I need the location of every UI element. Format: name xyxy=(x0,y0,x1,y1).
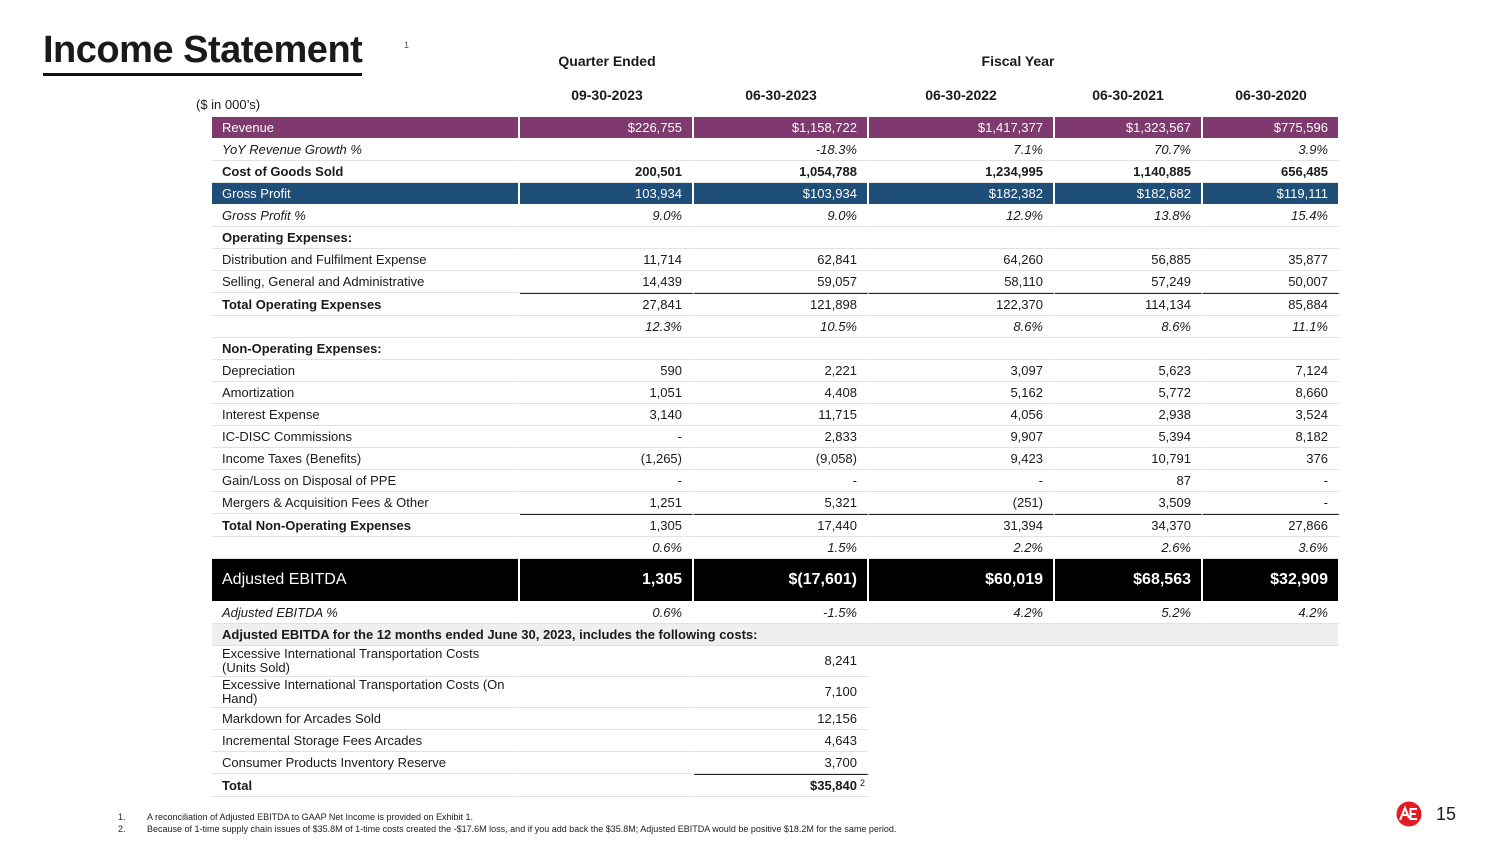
table-row xyxy=(212,183,1340,205)
row-value xyxy=(520,227,694,249)
table-row xyxy=(212,426,1340,448)
row-value: 121,898 xyxy=(694,293,869,316)
row-label: YoY Revenue Growth % xyxy=(212,139,520,161)
row-value: - xyxy=(869,470,1055,492)
row-value: 64,260 xyxy=(869,249,1055,271)
ae-logo-icon xyxy=(1396,801,1422,827)
row-value: 12.3% xyxy=(520,316,694,338)
row-value: 5,623 xyxy=(1055,360,1203,382)
row-value: 656,485 xyxy=(1203,161,1340,183)
row-value: 9.0% xyxy=(694,205,869,227)
cost-label: Excessive International Transportation Costs (On Hand) xyxy=(212,677,520,708)
row-value: - xyxy=(1203,470,1340,492)
row-value: 1,305 xyxy=(520,559,694,602)
row-label: Depreciation xyxy=(212,360,520,382)
row-value xyxy=(694,227,869,249)
table-row xyxy=(212,470,1340,492)
row-value: 9,423 xyxy=(869,448,1055,470)
row-value: 8,182 xyxy=(1203,426,1340,448)
page-title: Income Statement xyxy=(43,28,362,76)
table-row xyxy=(212,316,1340,338)
table-row xyxy=(212,514,1340,537)
column-header-1: 09-30-2023 xyxy=(571,87,643,103)
page-number: 15 xyxy=(1436,804,1457,824)
row-value: 27,841 xyxy=(520,293,694,316)
cost-label: Total xyxy=(212,774,520,797)
row-value: 0.6% xyxy=(520,537,694,559)
column-header-2: 06-30-2023 xyxy=(745,87,817,103)
costs-header-row xyxy=(212,624,1340,646)
row-label: Distribution and Fulfilment Expense xyxy=(212,249,520,271)
row-value: 590 xyxy=(520,360,694,382)
row-value: 14,439 xyxy=(520,271,694,293)
row-value: - xyxy=(1203,492,1340,514)
row-value: 200,501 xyxy=(520,161,694,183)
row-value: $(17,601) xyxy=(694,559,869,602)
table-row xyxy=(212,492,1340,514)
column-header-3: 06-30-2022 xyxy=(925,87,997,103)
costs-header: Adjusted EBITDA for the 12 months ended June 30, 2023, includes the following costs: xyxy=(212,624,1340,646)
row-value: -18.3% xyxy=(694,139,869,161)
row-label: Total Non-Operating Expenses xyxy=(212,514,520,537)
row-value: 122,370 xyxy=(869,293,1055,316)
cost-label: Consumer Products Inventory Reserve xyxy=(212,752,520,774)
quarter-ended-header: Quarter Ended xyxy=(558,53,656,69)
title-footnote-marker: 1 xyxy=(404,40,410,50)
row-value: 103,934 xyxy=(520,183,694,205)
row-value: 57,249 xyxy=(1055,271,1203,293)
row-value: 34,370 xyxy=(1055,514,1203,537)
row-value: 5,162 xyxy=(869,382,1055,404)
row-value: 8,660 xyxy=(1203,382,1340,404)
row-value: 59,057 xyxy=(694,271,869,293)
table-row xyxy=(212,537,1340,559)
row-value: 3,097 xyxy=(869,360,1055,382)
row-value: 58,110 xyxy=(869,271,1055,293)
row-value: 376 xyxy=(1203,448,1340,470)
row-value: 7,124 xyxy=(1203,360,1340,382)
table-row xyxy=(212,360,1340,382)
cost-row xyxy=(212,646,1340,677)
row-label: Cost of Goods Sold xyxy=(212,161,520,183)
cost-row xyxy=(212,708,1340,730)
row-value: 4,408 xyxy=(694,382,869,404)
row-value: $103,934 xyxy=(694,183,869,205)
cost-label: Markdown for Arcades Sold xyxy=(212,708,520,730)
row-value: $1,323,567 xyxy=(1055,117,1203,139)
row-value: 3.9% xyxy=(1203,139,1340,161)
row-value: 27,866 xyxy=(1203,514,1340,537)
row-label: Total Operating Expenses xyxy=(212,293,520,316)
cost-label: Excessive International Transportation Costs (Units Sold) xyxy=(212,646,520,677)
row-value: 5,321 xyxy=(694,492,869,514)
table-row xyxy=(212,249,1340,271)
row-value: $226,755 xyxy=(520,117,694,139)
row-value xyxy=(869,227,1055,249)
table-row xyxy=(212,117,1340,139)
row-value: 1.5% xyxy=(694,537,869,559)
table-row xyxy=(212,293,1340,316)
column-header-5: 06-30-2020 xyxy=(1235,87,1307,103)
row-value xyxy=(694,338,869,360)
row-value: 8.6% xyxy=(869,316,1055,338)
row-label: Non-Operating Expenses: xyxy=(212,338,520,360)
row-value: $182,382 xyxy=(869,183,1055,205)
row-value: 1,054,788 xyxy=(694,161,869,183)
units-note: ($ in 000’s) xyxy=(196,97,261,112)
row-value: 5.2% xyxy=(1055,602,1203,624)
cost-row xyxy=(212,730,1340,752)
row-value: (251) xyxy=(869,492,1055,514)
table-row xyxy=(212,139,1340,161)
row-value xyxy=(1055,338,1203,360)
row-value: 1,051 xyxy=(520,382,694,404)
row-value: 8.6% xyxy=(1055,316,1203,338)
row-label: Adjusted EBITDA xyxy=(212,559,520,602)
row-label: Revenue xyxy=(212,117,520,139)
row-value: 2.6% xyxy=(1055,537,1203,559)
row-value: 2,938 xyxy=(1055,404,1203,426)
row-value xyxy=(520,338,694,360)
row-label: Adjusted EBITDA % xyxy=(212,602,520,624)
row-value: $68,563 xyxy=(1055,559,1203,602)
row-label: Gross Profit xyxy=(212,183,520,205)
row-value: 5,772 xyxy=(1055,382,1203,404)
row-value: 1,251 xyxy=(520,492,694,514)
row-value: 85,884 xyxy=(1203,293,1340,316)
row-value: 31,394 xyxy=(869,514,1055,537)
table-row xyxy=(212,404,1340,426)
row-value: 4,056 xyxy=(869,404,1055,426)
row-label: Operating Expenses: xyxy=(212,227,520,249)
row-value: 87 xyxy=(1055,470,1203,492)
row-value: $1,158,722 xyxy=(694,117,869,139)
row-value xyxy=(1055,227,1203,249)
row-value: (9,058) xyxy=(694,448,869,470)
table-row xyxy=(212,602,1340,624)
row-value: 2,221 xyxy=(694,360,869,382)
cost-row xyxy=(212,774,1340,797)
table-row xyxy=(212,338,1340,360)
cost-value: 4,643 xyxy=(694,730,869,752)
row-value: 56,885 xyxy=(1055,249,1203,271)
row-label xyxy=(212,537,520,559)
row-value: 3,509 xyxy=(1055,492,1203,514)
row-value xyxy=(1203,227,1340,249)
row-label: Mergers & Acquisition Fees & Other xyxy=(212,492,520,514)
cost-value: 12,156 xyxy=(694,708,869,730)
row-value: 11.1% xyxy=(1203,316,1340,338)
row-value: 4.2% xyxy=(869,602,1055,624)
row-value: 15.4% xyxy=(1203,205,1340,227)
row-value: - xyxy=(520,426,694,448)
total-footnote-marker: 2 xyxy=(860,778,866,788)
table-row xyxy=(212,559,1340,602)
cost-value: 3,700 xyxy=(694,752,869,774)
table-row xyxy=(212,448,1340,470)
row-value: 3,140 xyxy=(520,404,694,426)
row-value: 11,715 xyxy=(694,404,869,426)
row-value: 62,841 xyxy=(694,249,869,271)
row-value: $32,909 xyxy=(1203,559,1340,602)
row-value: 9.0% xyxy=(520,205,694,227)
row-value: 1,140,885 xyxy=(1055,161,1203,183)
table-row xyxy=(212,382,1340,404)
row-label: Interest Expense xyxy=(212,404,520,426)
row-value: 2.2% xyxy=(869,537,1055,559)
row-label: Gross Profit % xyxy=(212,205,520,227)
row-value: - xyxy=(520,470,694,492)
row-label: Gain/Loss on Disposal of PPE xyxy=(212,470,520,492)
table-row xyxy=(212,271,1340,293)
row-value: 0.6% xyxy=(520,602,694,624)
column-header-4: 06-30-2021 xyxy=(1092,87,1164,103)
row-value: 1,234,995 xyxy=(869,161,1055,183)
row-value: $182,682 xyxy=(1055,183,1203,205)
row-value: -1.5% xyxy=(694,602,869,624)
cost-row xyxy=(212,752,1340,774)
row-value xyxy=(520,139,694,161)
row-value: 2,833 xyxy=(694,426,869,448)
row-value xyxy=(1203,338,1340,360)
table-row xyxy=(212,161,1340,183)
row-label: Income Taxes (Benefits) xyxy=(212,448,520,470)
row-value: 1,305 xyxy=(520,514,694,537)
income-statement-table xyxy=(212,117,1340,797)
row-value xyxy=(869,338,1055,360)
row-value: (1,265) xyxy=(520,448,694,470)
row-value: $1,417,377 xyxy=(869,117,1055,139)
row-value: 4.2% xyxy=(1203,602,1340,624)
row-value: 10,791 xyxy=(1055,448,1203,470)
footnote-2: 2. Because of 1-time supply chain issues of $35.8M of 1-time costs created the -$17.6M loss, and if you add back the $35.8M; Adjusted EBITDA would be positive $18.2M for the same period. xyxy=(118,824,897,834)
row-value: 7.1% xyxy=(869,139,1055,161)
row-value: 10.5% xyxy=(694,316,869,338)
cost-value: 7,100 xyxy=(694,677,869,708)
table-row xyxy=(212,227,1340,249)
cost-label: Incremental Storage Fees Arcades xyxy=(212,730,520,752)
row-value: $60,019 xyxy=(869,559,1055,602)
row-value: $775,596 xyxy=(1203,117,1340,139)
row-value: 3,524 xyxy=(1203,404,1340,426)
table-row xyxy=(212,205,1340,227)
row-value: - xyxy=(694,470,869,492)
row-value: 35,877 xyxy=(1203,249,1340,271)
row-value: 13.8% xyxy=(1055,205,1203,227)
row-label: Selling, General and Administrative xyxy=(212,271,520,293)
row-value: 3.6% xyxy=(1203,537,1340,559)
row-value: 5,394 xyxy=(1055,426,1203,448)
row-label: Amortization xyxy=(212,382,520,404)
cost-value: 8,241 xyxy=(694,646,869,677)
footnote-1: 1. A reconciliation of Adjusted EBITDA to GAAP Net Income is provided on Exhibit 1. xyxy=(118,812,474,822)
row-value: 114,134 xyxy=(1055,293,1203,316)
row-value: 50,007 xyxy=(1203,271,1340,293)
row-value: 11,714 xyxy=(520,249,694,271)
row-label: IC-DISC Commissions xyxy=(212,426,520,448)
cost-value: $35,840 2 xyxy=(694,774,869,797)
row-value: 17,440 xyxy=(694,514,869,537)
row-value: 9,907 xyxy=(869,426,1055,448)
row-value: $119,111 xyxy=(1203,183,1340,205)
fiscal-year-header: Fiscal Year xyxy=(981,53,1055,69)
cost-row xyxy=(212,677,1340,708)
row-value: 70.7% xyxy=(1055,139,1203,161)
row-value: 12.9% xyxy=(869,205,1055,227)
row-label xyxy=(212,316,520,338)
